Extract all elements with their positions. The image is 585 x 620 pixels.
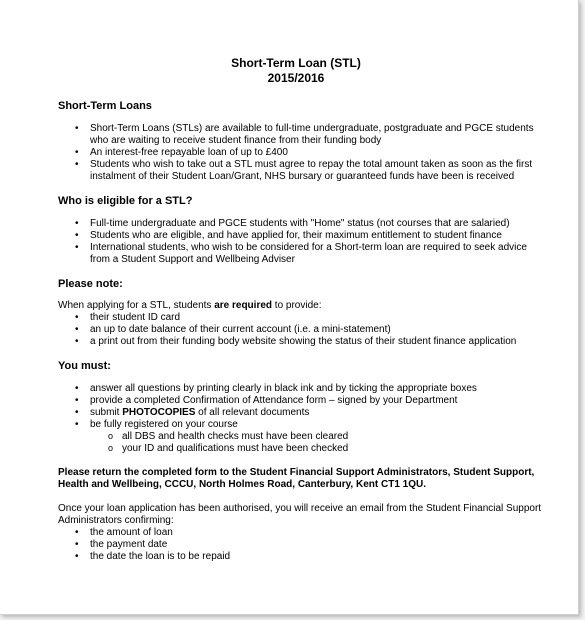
heading-eligibility: Who is eligible for a STL? — [58, 195, 193, 207]
list-item: • answer all questions by printing clearly in black ink and by ticking the appropriate boxes — [58, 383, 548, 395]
sub-list-item: o your ID and qualifications must have been checked — [58, 443, 548, 455]
document-content — [58, 56, 548, 563]
intro-text: When applying for a STL, students — [58, 300, 215, 311]
list-item: • Full-time undergraduate and PGCE students with "Home" status (not courses that are salaried) — [58, 218, 548, 230]
list-item: • the amount of loan — [58, 527, 548, 539]
list-item: • a print out from their funding body website showing the status of their student finance application — [58, 336, 548, 348]
heading-please-note: Please note: — [58, 278, 123, 290]
title-line-2: 2015/2016 — [267, 71, 325, 85]
eligibility-list — [58, 218, 548, 266]
list-item: • International students, who wish to be considered for a Short-term loan are required to seek advice from a Student Support and Wellbeing Adviser — [58, 242, 548, 266]
return-instructions: Please return the completed form to the Student Financial Support Administrators, Student Support, Health and Wellbeing, CCCU, North Holmes Road, Canterbury, Kent CT1 1QU. — [58, 467, 535, 490]
list-item: • An interest-free repayable loan of up to £400 — [58, 147, 548, 159]
list-item — [58, 407, 548, 419]
sub-list-item: o all DBS and health checks must have been cleared — [58, 431, 548, 443]
heading-short-term-loans: Short-Term Loans — [58, 100, 152, 112]
short-term-loans-list — [58, 123, 548, 183]
heading-you-must: You must: — [58, 360, 111, 372]
list-item: • the date the loan is to be repaid — [58, 551, 548, 563]
list-item: • provide a completed Confirmation of Attendance form – signed by your Department — [58, 395, 548, 407]
intro-text-end: to provide: — [272, 300, 322, 311]
submit-text: submit — [90, 407, 123, 418]
submit-text-end: of all relevant documents — [195, 407, 310, 418]
title-line-1: Short-Term Loan (STL) — [231, 56, 361, 70]
list-item: • Students who wish to take out a STL must agree to repay the total amount taken as soon as the first instalment of their Student Loan/Grant, NHS bursary or guaranteed funds have been is received — [58, 159, 548, 183]
list-item: • the payment date — [58, 539, 548, 551]
list-item: • an up to date balance of their current account (i.e. a mini-statement) — [58, 324, 548, 336]
list-item: • Short-Term Loans (STLs) are available to full-time undergraduate, postgraduate and PGCE students who are waiting to receive student finance from their funding body — [58, 123, 548, 147]
authorisation-intro: Once your loan application has been authorised, you will receive an email from the Student Financial Support Administrators confirming: — [58, 503, 542, 526]
photocopies-text: PHOTOCOPIES — [122, 407, 196, 418]
you-must-list — [58, 383, 548, 455]
please-note-list — [58, 312, 548, 348]
please-note-intro — [58, 300, 548, 312]
list-item: • Students who are eligible, and have applied for, their maximum entitlement to student finance — [58, 230, 548, 242]
list-item: • be fully registered on your course — [58, 419, 548, 431]
document-title — [58, 56, 534, 86]
confirmation-list — [58, 527, 548, 563]
intro-bold-text: are required — [214, 300, 273, 311]
list-item: • their student ID card — [58, 312, 548, 324]
